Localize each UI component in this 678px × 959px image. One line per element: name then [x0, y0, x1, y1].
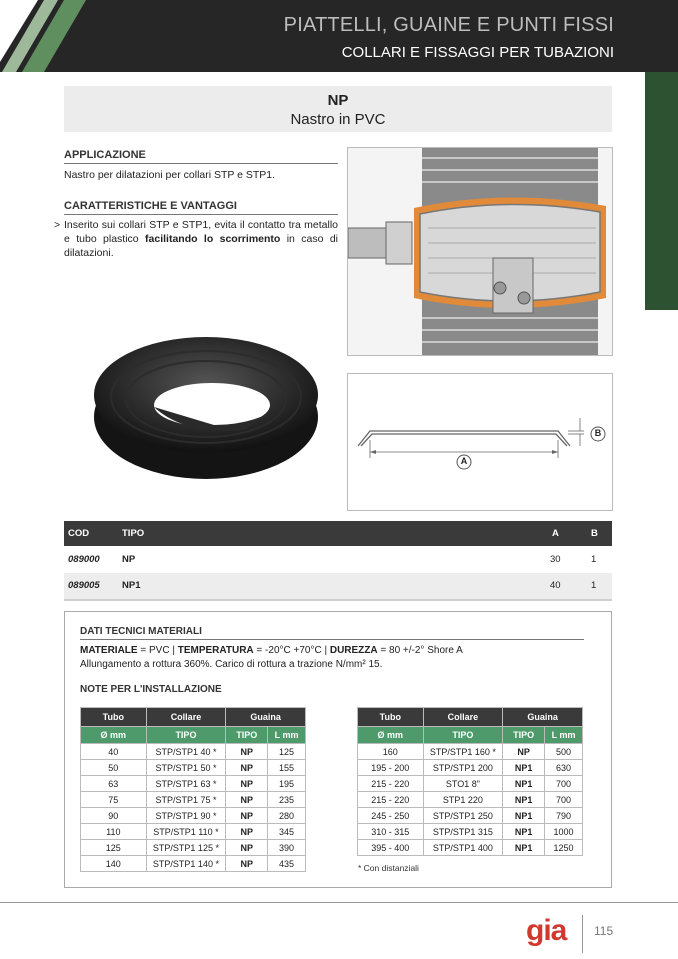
table-row — [81, 856, 306, 872]
cell-d: 395 - 400 — [358, 840, 424, 856]
cell-d: 90 — [81, 808, 147, 824]
col-a: A — [552, 528, 559, 539]
table-row — [358, 744, 583, 760]
table-row — [81, 824, 306, 840]
dati-tecnici-heading: DATI TECNICI MATERIALI — [80, 626, 584, 640]
page-number: 115 — [594, 924, 614, 938]
materiale-label: MATERIALE — [80, 645, 138, 656]
cell-l: 1250 — [545, 840, 583, 856]
caratteristiche-text-part2: in caso di dilatazioni. — [64, 233, 338, 259]
cell-tipo: NP1 — [503, 824, 545, 840]
header-stripes-decoration — [0, 0, 110, 72]
note-heading: NOTE PER L'INSTALLAZIONE — [80, 684, 222, 695]
th-tubo: Tubo — [81, 708, 147, 727]
cell-d: 195 - 200 — [358, 760, 424, 776]
table-row — [358, 808, 583, 824]
col-cod: COD — [68, 528, 90, 539]
th-dmm: Ø mm — [358, 727, 424, 744]
caratteristiche-text-part1: Inserito sui collari STP e STP1, evita il contatto tra metallo e tubo plastico — [64, 219, 338, 245]
cell-l: 790 — [545, 808, 583, 824]
durezza-label: DUREZZA — [329, 645, 378, 656]
materials-line — [80, 644, 463, 658]
cell-collare: STP/STP1 110 * — [146, 824, 226, 840]
cell-l: 1000 — [545, 824, 583, 840]
table-row — [81, 840, 306, 856]
side-tab-marker — [645, 72, 678, 310]
cell-l: 235 — [268, 792, 306, 808]
cell-collare: STP/STP1 315 — [423, 824, 503, 840]
cell-tipo: NP — [226, 824, 268, 840]
materiale-value: = PVC | — [137, 645, 178, 656]
cell-tipo: NP — [226, 776, 268, 792]
product-name: Nastro in PVC — [290, 111, 386, 128]
cell-l: 700 — [545, 792, 583, 808]
th-tipo: TIPO — [146, 727, 226, 744]
cell-l: 700 — [545, 776, 583, 792]
row-tipo: NP1 — [122, 580, 141, 591]
table-row — [81, 808, 306, 824]
cell-tipo: NP — [226, 760, 268, 776]
row-b: 1 — [591, 554, 597, 565]
cell-tipo: NP — [226, 808, 268, 824]
th-dmm: Ø mm — [81, 727, 147, 744]
caratteristiche-text — [54, 218, 338, 260]
table-row — [358, 824, 583, 840]
cell-l: 280 — [268, 808, 306, 824]
cell-d: 310 - 315 — [358, 824, 424, 840]
cell-collare: STP/STP1 40 * — [146, 744, 226, 760]
applicazione-heading: APPLICAZIONE — [64, 149, 338, 164]
cell-d: 215 - 220 — [358, 776, 424, 792]
cell-tipo: NP1 — [503, 760, 545, 776]
cell-d: 215 - 220 — [358, 792, 424, 808]
cell-l: 435 — [268, 856, 306, 872]
th-collare: Collare — [146, 708, 226, 727]
header-title-sub: COLLARI E FISSAGGI PER TUBAZIONI — [341, 44, 614, 61]
installation-table-right — [357, 707, 583, 856]
dimension-a-label: A — [460, 456, 468, 466]
pvc-tape-roll-image — [84, 325, 334, 485]
cell-l: 345 — [268, 824, 306, 840]
temperatura-label: TEMPERATURA — [177, 645, 254, 656]
bullet-marker: > — [54, 219, 61, 231]
table-row — [81, 760, 306, 776]
gia-logo: gia — [526, 914, 567, 947]
cell-collare: STP/STP1 50 * — [146, 760, 226, 776]
cell-collare: STP/STP1 90 * — [146, 808, 226, 824]
cell-collare: STP/STP1 75 * — [146, 792, 226, 808]
header-title-main: PIATTELLI, GUAINE E PUNTI FISSI — [283, 14, 614, 36]
cell-l: 500 — [545, 744, 583, 760]
col-tipo: TIPO — [122, 528, 145, 539]
th-tipo2: TIPO — [503, 727, 545, 744]
cell-tipo: NP — [503, 744, 545, 760]
th-tubo: Tubo — [358, 708, 424, 727]
footer-separator — [582, 915, 583, 953]
table-row — [64, 547, 612, 573]
row-b: 1 — [591, 580, 597, 591]
applicazione-section — [64, 149, 338, 182]
collar-application-image — [347, 147, 613, 356]
col-b: B — [591, 528, 598, 539]
th-collare: Collare — [423, 708, 503, 727]
dimension-b-label: B — [594, 428, 602, 438]
product-table-header — [64, 521, 612, 546]
temperatura-value: = -20°C +70°C | — [253, 645, 330, 656]
cell-collare: STP/STP1 63 * — [146, 776, 226, 792]
caratteristiche-section — [54, 200, 338, 260]
table-row — [358, 792, 583, 808]
cell-collare: STP/STP1 250 — [423, 808, 503, 824]
table-row — [64, 573, 612, 601]
product-title-box — [64, 86, 612, 132]
table-row — [81, 792, 306, 808]
footnote: * Con distanziali — [358, 863, 419, 873]
caratteristiche-heading: CARATTERISTICHE E VANTAGGI — [64, 200, 338, 215]
cell-l: 195 — [268, 776, 306, 792]
cell-d: 40 — [81, 744, 147, 760]
technical-data-box — [64, 611, 612, 888]
cell-tipo: NP — [226, 856, 268, 872]
table-row — [358, 776, 583, 792]
th-tipo2: TIPO — [226, 727, 268, 744]
page-header — [0, 0, 678, 72]
cell-tipo: NP1 — [503, 808, 545, 824]
table-row — [81, 776, 306, 792]
cell-d: 245 - 250 — [358, 808, 424, 824]
row-tipo: NP — [122, 554, 136, 565]
cell-d: 160 — [358, 744, 424, 760]
cell-collare: STP/STP1 125 * — [146, 840, 226, 856]
row-a: 40 — [550, 580, 561, 591]
table-row — [81, 744, 306, 760]
cell-collare: STP/STP1 160 * — [423, 744, 503, 760]
caratteristiche-text-bold: facilitando lo scorrimento — [145, 233, 281, 245]
th-tipo: TIPO — [423, 727, 503, 744]
table-row — [358, 840, 583, 856]
cell-tipo: NP — [226, 744, 268, 760]
applicazione-text: Nastro per dilatazioni per collari STP e STP1. — [64, 169, 276, 181]
th-guaina: Guaina — [226, 708, 306, 727]
cell-l: 630 — [545, 760, 583, 776]
cell-tipo: NP — [226, 792, 268, 808]
collar-illustration — [348, 148, 612, 355]
th-lmm: L mm — [268, 727, 306, 744]
dimension-diagram — [347, 373, 613, 511]
cell-d: 63 — [81, 776, 147, 792]
cell-collare: STO1 8" — [423, 776, 503, 792]
cell-d: 110 — [81, 824, 147, 840]
th-lmm: L mm — [545, 727, 583, 744]
cell-d: 125 — [81, 840, 147, 856]
tape-profile-drawing — [348, 374, 612, 510]
cell-d: 75 — [81, 792, 147, 808]
cell-collare: STP/STP1 400 — [423, 840, 503, 856]
cell-l: 390 — [268, 840, 306, 856]
cell-l: 125 — [268, 744, 306, 760]
product-code-title: NP — [327, 92, 349, 109]
cell-tipo: NP1 — [503, 792, 545, 808]
cell-collare: STP/STP1 200 — [423, 760, 503, 776]
materials-line2: Allungamento a rottura 360%. Carico di rottura a trazione N/mm² 15. — [80, 659, 383, 670]
row-cod: 089005 — [68, 580, 100, 591]
cell-collare: STP/STP1 140 * — [146, 856, 226, 872]
cell-d: 140 — [81, 856, 147, 872]
cell-tipo: NP1 — [503, 840, 545, 856]
cell-tipo: NP — [226, 840, 268, 856]
installation-table-left — [80, 707, 306, 872]
row-a: 30 — [550, 554, 561, 565]
cell-collare: STP1 220 — [423, 792, 503, 808]
th-guaina: Guaina — [503, 708, 583, 727]
cell-l: 155 — [268, 760, 306, 776]
row-cod: 089000 — [68, 554, 100, 565]
table-row — [358, 760, 583, 776]
cell-d: 50 — [81, 760, 147, 776]
footer-divider — [0, 902, 678, 903]
durezza-value: = 80 +/-2° Shore A — [377, 645, 463, 656]
cell-tipo: NP1 — [503, 776, 545, 792]
